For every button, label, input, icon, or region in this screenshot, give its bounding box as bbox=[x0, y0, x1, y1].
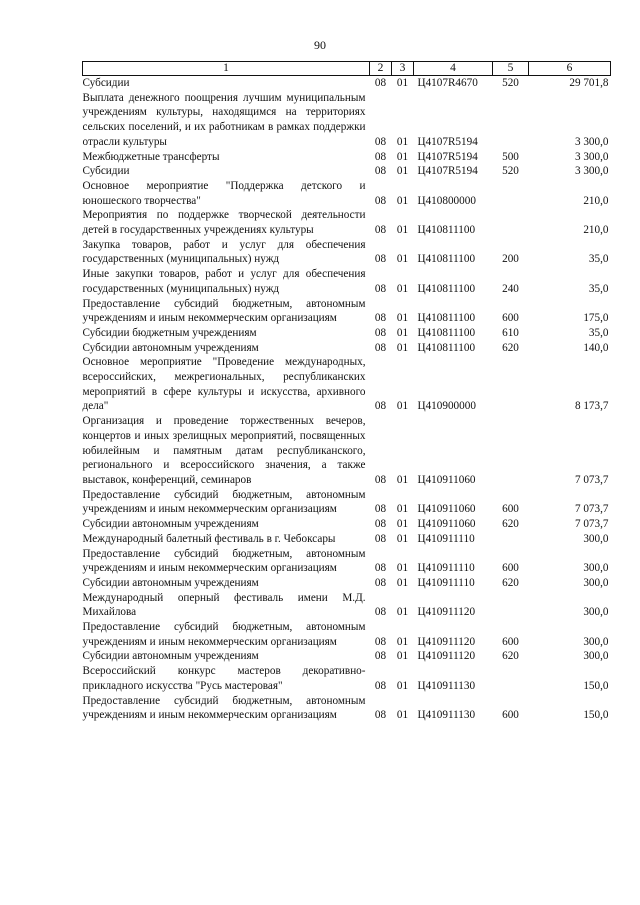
row-section-cell: 08 bbox=[374, 679, 387, 692]
row-section-cell: 08 bbox=[374, 532, 387, 545]
row-amount-cell: 3 300,0 bbox=[574, 165, 609, 178]
table-row bbox=[83, 341, 611, 356]
row-subsection-cell: 01 bbox=[396, 473, 409, 486]
row-name-cell: Субсидии bbox=[82, 165, 130, 178]
row-amount-cell: 35,0 bbox=[588, 326, 609, 339]
row-amount-cell: 150,0 bbox=[583, 679, 609, 692]
row-subsection-cell: 01 bbox=[396, 562, 409, 575]
row-subsection-cell: 01 bbox=[396, 400, 409, 413]
row-subsection-cell: 01 bbox=[396, 679, 409, 692]
table-row bbox=[83, 532, 611, 547]
table-row bbox=[83, 649, 611, 664]
row-expense-type-cell bbox=[493, 532, 529, 547]
row-amount-cell: 300,0 bbox=[583, 650, 609, 663]
row-expense-type-cell: 600 bbox=[502, 635, 519, 648]
row-section-cell: 08 bbox=[374, 282, 387, 295]
row-name-cell: Предоставление субсидий бюджетным, автономным учреждениям и иным некоммерческим организациям bbox=[82, 297, 366, 325]
row-expense-type-cell: 600 bbox=[502, 312, 519, 325]
row-section-cell: 08 bbox=[374, 341, 387, 354]
table-row bbox=[83, 488, 611, 517]
row-expense-type-cell: 200 bbox=[502, 253, 519, 266]
row-subsection-cell: 01 bbox=[396, 503, 409, 516]
row-subsection-cell: 01 bbox=[396, 150, 409, 163]
table-row bbox=[83, 208, 611, 237]
row-amount-cell: 210,0 bbox=[583, 194, 609, 207]
row-amount-cell: 3 300,0 bbox=[574, 135, 609, 148]
row-subsection-cell: 01 bbox=[396, 709, 409, 722]
row-subsection-cell: 01 bbox=[396, 165, 409, 178]
row-name-cell: Мероприятия по поддержке творческой деятельности детей в государственных учреждениях культуры bbox=[82, 209, 366, 237]
row-target-article-cell: Ц4107R5194 bbox=[417, 165, 478, 178]
row-target-article-cell: Ц410911130 bbox=[417, 709, 476, 722]
row-amount-cell: 35,0 bbox=[588, 282, 609, 295]
row-section-cell: 08 bbox=[374, 77, 387, 89]
table-row bbox=[83, 150, 611, 165]
table-row bbox=[83, 76, 611, 91]
row-subsection-cell: 01 bbox=[396, 635, 409, 648]
row-amount-cell: 300,0 bbox=[583, 606, 609, 619]
row-target-article-cell: Ц410811100 bbox=[417, 341, 476, 354]
row-expense-type-cell: 620 bbox=[502, 576, 519, 589]
row-section-cell: 08 bbox=[374, 503, 387, 516]
row-name-cell: Субсидии bbox=[82, 77, 130, 89]
row-expense-type-cell: 600 bbox=[502, 562, 519, 575]
row-target-article-cell: Ц410811100 bbox=[417, 253, 476, 266]
column-header-expense-type: 5 bbox=[493, 62, 529, 76]
row-expense-type-cell: 520 bbox=[502, 165, 519, 178]
row-expense-type-cell bbox=[493, 355, 529, 414]
table-row bbox=[83, 694, 611, 723]
column-header-amount: 6 bbox=[529, 62, 611, 76]
column-header-subsection: 3 bbox=[392, 62, 414, 76]
row-amount-cell: 35,0 bbox=[588, 253, 609, 266]
row-target-article-cell: Ц410911120 bbox=[417, 635, 476, 648]
row-expense-type-cell bbox=[493, 664, 529, 693]
row-amount-cell: 175,0 bbox=[583, 312, 609, 325]
column-header-name: 1 bbox=[83, 62, 370, 76]
row-name-cell: Предоставление субсидий бюджетным, автономным учреждениям и иным некоммерческим организациям bbox=[82, 488, 366, 516]
row-subsection-cell: 01 bbox=[396, 326, 409, 339]
row-expense-type-cell: 600 bbox=[502, 503, 519, 516]
row-name-cell: Организация и проведение торжественных вечеров, концертов и иных зрелищных мероприятий, посвященных юбилейным и памятным датам республиканского, регионального и всероссийского значения, а также выставок, конференций, семинаров bbox=[82, 415, 366, 486]
table-row bbox=[83, 591, 611, 620]
row-target-article-cell: Ц410811100 bbox=[417, 282, 476, 295]
row-section-cell: 08 bbox=[374, 165, 387, 178]
table-row bbox=[83, 517, 611, 532]
table-row bbox=[83, 297, 611, 326]
row-expense-type-cell: 520 bbox=[502, 77, 519, 89]
row-section-cell: 08 bbox=[374, 709, 387, 722]
row-subsection-cell: 01 bbox=[396, 532, 409, 545]
row-amount-cell: 140,0 bbox=[583, 341, 609, 354]
row-target-article-cell: Ц410911110 bbox=[417, 532, 475, 545]
row-amount-cell: 7 073,7 bbox=[574, 518, 609, 531]
table-row bbox=[83, 238, 611, 267]
row-name-cell: Выплата денежного поощрения лучшим муниципальным учреждениям культуры, находящимся на территориях сельских поселений, и их работникам в рамках поддержки отрасли культуры bbox=[82, 91, 366, 148]
row-expense-type-cell bbox=[493, 414, 529, 488]
row-name-cell: Предоставление субсидий бюджетным, автономным учреждениям и иным некоммерческим организациям bbox=[82, 694, 366, 722]
row-section-cell: 08 bbox=[374, 135, 387, 148]
row-target-article-cell: Ц410911060 bbox=[417, 503, 476, 516]
row-target-article-cell: Ц410911120 bbox=[417, 606, 476, 619]
row-section-cell: 08 bbox=[374, 562, 387, 575]
row-target-article-cell: Ц410900000 bbox=[417, 400, 476, 413]
row-target-article-cell: Ц410911120 bbox=[417, 650, 476, 663]
row-expense-type-cell: 610 bbox=[502, 326, 519, 339]
row-section-cell: 08 bbox=[374, 253, 387, 266]
row-expense-type-cell: 600 bbox=[502, 709, 519, 722]
row-subsection-cell: 01 bbox=[396, 282, 409, 295]
row-name-cell: Международный оперный фестиваль имени М.Д. Михайлова bbox=[82, 591, 366, 619]
table-row bbox=[83, 414, 611, 488]
row-target-article-cell: Ц410800000 bbox=[417, 194, 476, 207]
row-target-article-cell: Ц410811100 bbox=[417, 224, 476, 237]
row-amount-cell: 7 073,7 bbox=[574, 503, 609, 516]
table-row bbox=[83, 267, 611, 296]
row-amount-cell: 3 300,0 bbox=[574, 150, 609, 163]
row-subsection-cell: 01 bbox=[396, 650, 409, 663]
row-target-article-cell: Ц4107R5194 bbox=[417, 150, 478, 163]
row-name-cell: Предоставление субсидий бюджетным, автономным учреждениям и иным некоммерческим организациям bbox=[82, 621, 366, 648]
table-row bbox=[83, 326, 611, 341]
table-row bbox=[83, 355, 611, 414]
table-row bbox=[83, 576, 611, 591]
row-target-article-cell: Ц410911110 bbox=[417, 576, 475, 589]
row-section-cell: 08 bbox=[374, 606, 387, 619]
table-row bbox=[83, 620, 611, 649]
budget-table bbox=[82, 61, 611, 723]
row-expense-type-cell bbox=[493, 179, 529, 208]
table-header-row bbox=[83, 62, 611, 76]
column-header-target-article: 4 bbox=[414, 62, 493, 76]
table-row bbox=[83, 179, 611, 208]
row-name-cell: Субсидии автономным учреждениям bbox=[82, 518, 259, 531]
row-section-cell: 08 bbox=[374, 635, 387, 648]
row-expense-type-cell bbox=[493, 91, 529, 150]
row-subsection-cell: 01 bbox=[396, 518, 409, 531]
table-row bbox=[83, 664, 611, 693]
row-expense-type-cell: 620 bbox=[502, 650, 519, 663]
row-name-cell: Основное мероприятие "Проведение международных, всероссийских, межрегиональных, республиканских мероприятий в сфере культуры и искусства, архивного дела" bbox=[82, 356, 366, 413]
page-number: 90 bbox=[314, 38, 326, 52]
row-subsection-cell: 01 bbox=[396, 224, 409, 237]
row-expense-type-cell: 620 bbox=[502, 341, 519, 354]
row-amount-cell: 210,0 bbox=[583, 224, 609, 237]
row-expense-type-cell: 240 bbox=[502, 282, 519, 295]
row-subsection-cell: 01 bbox=[396, 77, 409, 89]
row-subsection-cell: 01 bbox=[396, 341, 409, 354]
row-target-article-cell: Ц4107R4670 bbox=[417, 77, 478, 89]
row-section-cell: 08 bbox=[374, 224, 387, 237]
row-name-cell: Субсидии бюджетным учреждениям bbox=[82, 326, 257, 339]
row-target-article-cell: Ц410911130 bbox=[417, 679, 476, 692]
row-name-cell: Субсидии автономным учреждениям bbox=[82, 650, 259, 663]
row-expense-type-cell: 500 bbox=[502, 150, 519, 163]
row-name-cell: Основное мероприятие "Поддержка детского и юношеского творчества" bbox=[82, 179, 366, 207]
row-expense-type-cell: 620 bbox=[502, 518, 519, 531]
row-subsection-cell: 01 bbox=[396, 606, 409, 619]
row-amount-cell: 8 173,7 bbox=[574, 400, 609, 413]
row-subsection-cell: 01 bbox=[396, 312, 409, 325]
row-section-cell: 08 bbox=[374, 312, 387, 325]
table-body bbox=[83, 76, 611, 723]
row-expense-type-cell bbox=[493, 208, 529, 237]
row-target-article-cell: Ц4107R5194 bbox=[417, 135, 478, 148]
row-subsection-cell: 01 bbox=[396, 576, 409, 589]
row-target-article-cell: Ц410911060 bbox=[417, 473, 476, 486]
row-amount-cell: 7 073,7 bbox=[574, 473, 609, 486]
row-target-article-cell: Ц410811100 bbox=[417, 312, 476, 325]
row-section-cell: 08 bbox=[374, 576, 387, 589]
table-row bbox=[83, 547, 611, 576]
row-expense-type-cell bbox=[493, 591, 529, 620]
row-name-cell: Субсидии автономным учреждениям bbox=[82, 576, 259, 589]
row-section-cell: 08 bbox=[374, 650, 387, 663]
row-section-cell: 08 bbox=[374, 473, 387, 486]
row-name-cell: Закупка товаров, работ и услуг для обеспечения государственных (муниципальных) нужд bbox=[82, 238, 366, 266]
row-subsection-cell: 01 bbox=[396, 194, 409, 207]
row-section-cell: 08 bbox=[374, 400, 387, 413]
row-amount-cell: 29 701,8 bbox=[569, 77, 609, 89]
row-section-cell: 08 bbox=[374, 150, 387, 163]
row-target-article-cell: Ц410811100 bbox=[417, 326, 476, 339]
row-section-cell: 08 bbox=[374, 518, 387, 531]
row-amount-cell: 300,0 bbox=[583, 562, 609, 575]
row-amount-cell: 300,0 bbox=[583, 576, 609, 589]
row-name-cell: Предоставление субсидий бюджетным, автономным учреждениям и иным некоммерческим организациям bbox=[82, 547, 366, 575]
row-amount-cell: 300,0 bbox=[583, 532, 609, 545]
row-target-article-cell: Ц410911110 bbox=[417, 562, 475, 575]
row-target-article-cell: Ц410911060 bbox=[417, 518, 476, 531]
row-amount-cell: 300,0 bbox=[583, 635, 609, 648]
row-name-cell: Иные закупки товаров, работ и услуг для обеспечения государственных (муниципальных) нужд bbox=[82, 268, 366, 295]
row-section-cell: 08 bbox=[374, 326, 387, 339]
column-header-section: 2 bbox=[370, 62, 392, 76]
row-name-cell: Международный балетный фестиваль в г. Чебоксары bbox=[82, 532, 336, 545]
row-subsection-cell: 01 bbox=[396, 253, 409, 266]
row-subsection-cell: 01 bbox=[396, 135, 409, 148]
row-name-cell: Межбюджетные трансферты bbox=[82, 150, 220, 163]
row-name-cell: Субсидии автономным учреждениям bbox=[82, 341, 259, 354]
row-name-cell: Всероссийский конкурс мастеров декоративно-прикладного искусства "Русь мастеровая" bbox=[82, 665, 366, 692]
table-row bbox=[83, 164, 611, 179]
row-section-cell: 08 bbox=[374, 194, 387, 207]
row-amount-cell: 150,0 bbox=[583, 709, 609, 722]
table-row bbox=[83, 91, 611, 150]
